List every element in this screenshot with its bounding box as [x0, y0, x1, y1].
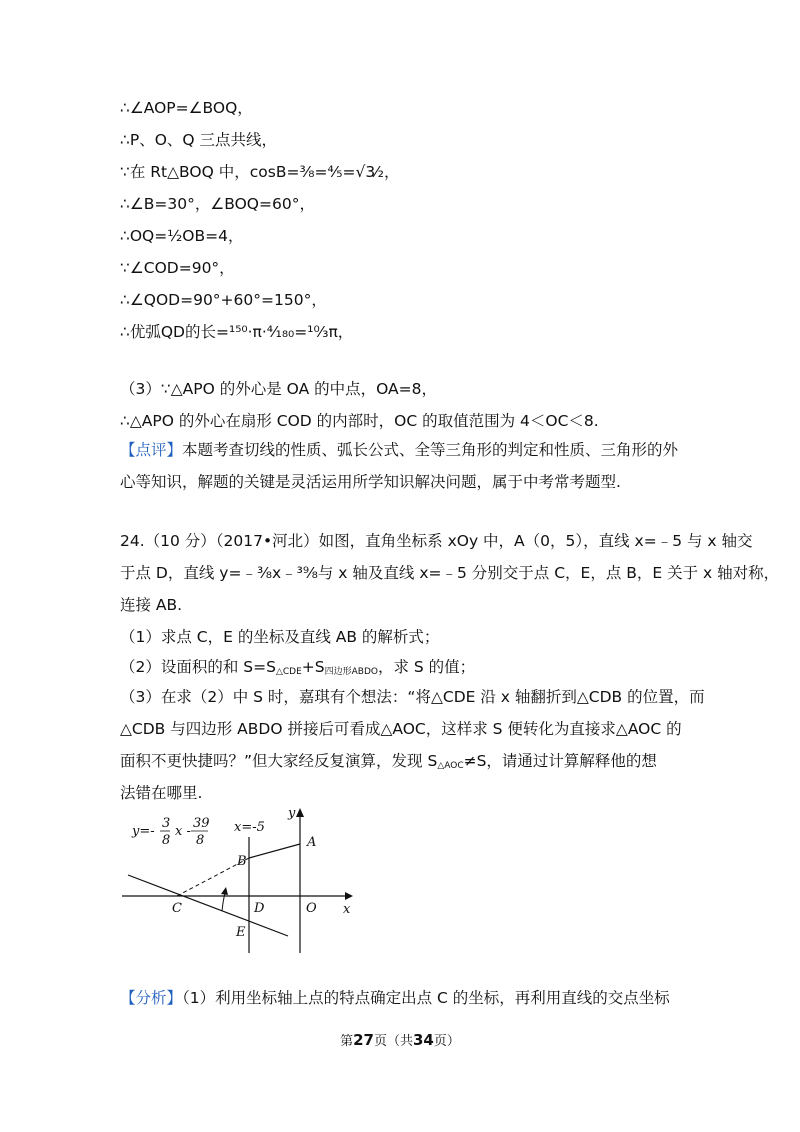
proof-line-7: ∴∠QOD=90°+60°=150°，	[120, 291, 327, 309]
footer-mid: 页（共	[373, 1034, 413, 1049]
q24-part3-pre: 面积不更快捷吗？”但大家经反复演算，发现 S	[120, 752, 438, 770]
proof-line-3: ∵在 Rt△BOQ 中，cosB=³⁄₈=⁴⁄₅=√3⁄₂，	[120, 163, 400, 181]
q24-part2	[120, 656, 475, 683]
footer-pre: 第	[340, 1034, 354, 1049]
footer-post: 页）	[433, 1034, 460, 1049]
q24-line-1: 24.（10 分）（2017•河北）如图，直角坐标系 xOy 中，A（0，5），直线 x=﹣5 与 x 轴交	[120, 532, 753, 550]
comment-tag: 【点评】	[120, 441, 183, 459]
q24-part3-post: ≠S，请通过计算解释他的想	[463, 752, 657, 770]
analysis-text: （1）利用坐标轴上点的特点确定出点 C 的坐标，再利用直线的交点坐标	[182, 989, 670, 1007]
q24-part3-line-2: △CDB 与四边形 ABDO 拼接后可看成△AOC，这样求 S 便转化为直接求△AOC 的	[120, 720, 682, 738]
eq-den2: 8	[196, 833, 205, 848]
part3-line-2: ∴△APO 的外心在扇形 COD 的内部时，OC 的取值范围为 4＜OC＜8.	[120, 412, 599, 430]
label-y: y	[288, 806, 296, 821]
eq-den1: 8	[162, 833, 171, 848]
proof-line-6: ∵∠COD=90°，	[120, 259, 235, 277]
coordinate-figure	[120, 805, 360, 955]
label-a: A	[307, 835, 317, 850]
q24-part3-line-1: （3）在求（2）中 S 时，嘉琪有个想法：“将△CDE 沿 x 轴翻折到△CDB 的位置，而	[120, 688, 705, 706]
line-ab	[249, 844, 300, 858]
analysis-tag: 【分析】	[120, 989, 183, 1007]
q24-part2-post: ，求 S 的值；	[377, 658, 476, 676]
label-o: O	[306, 901, 317, 916]
eq-x: x -	[175, 824, 191, 839]
q24-line-3: 连接 AB.	[120, 596, 183, 614]
x-axis-arrow	[345, 892, 353, 900]
label-b: B	[237, 854, 247, 869]
q24-line-2: 于点 D，直线 y=﹣³⁄₈x﹣³⁹⁄₈与 x 轴及直线 x=﹣5 分别交于点 C，E，点 B，E 关于 x 轴对称，	[120, 564, 780, 582]
analysis-line	[120, 987, 670, 1009]
label-x: x	[343, 902, 351, 917]
comment-line-2: 心等知识，解题的关键是灵活运用所学知识解决问题，属于中考常考题型.	[120, 473, 621, 491]
flip-arrowhead	[221, 887, 228, 895]
proof-line-1: ∴∠AOP=∠BOQ，	[120, 99, 253, 117]
q24-part3-sub: △AOC	[437, 761, 464, 771]
eq-y: y=-	[132, 824, 155, 839]
footer-page-number: 27	[353, 1031, 374, 1049]
proof-line-4: ∴∠B=30°，∠BOQ=60°，	[120, 195, 315, 213]
comment-line-1	[120, 439, 678, 461]
q24-part1: （1）求点 C，E 的坐标及直线 AB 的解析式；	[120, 628, 440, 646]
label-x-minus-5: x=-5	[234, 820, 265, 835]
q24-part2-pre: （2）设面积的和 S=S	[120, 658, 276, 676]
q24-part2-sub1: △CDE	[275, 667, 302, 677]
label-c: C	[172, 901, 182, 916]
q24-part2-mid: +S	[301, 658, 325, 676]
q24-part3-line-3	[120, 750, 657, 777]
label-d: D	[254, 901, 265, 916]
comment-text-1: 本题考查切线的性质、弧长公式、全等三角形的判定和性质、三角形的外	[182, 441, 679, 459]
eq-num1: 3	[162, 816, 171, 831]
proof-line-8: ∴优弧QD的长=¹⁵⁰·π·⁴⁄₁₈₀=¹⁰⁄₃π，	[120, 323, 354, 341]
footer-total-pages: 34	[413, 1031, 434, 1049]
part3-line-1: （3）∵△APO 的外心是 OA 的中点，OA=8，	[120, 380, 437, 398]
page-footer	[0, 1030, 800, 1049]
eq-num2: 39	[193, 816, 210, 831]
q24-part2-sub2: 四边形ABDO	[324, 667, 378, 677]
proof-line-2: ∴P、O、Q 三点共线，	[120, 131, 278, 149]
q24-part3-line-4: 法错在哪里.	[120, 784, 203, 802]
label-e: E	[236, 925, 246, 940]
y-axis-arrow	[296, 808, 304, 817]
proof-line-5: ∴OQ=½OB=4，	[120, 227, 244, 245]
